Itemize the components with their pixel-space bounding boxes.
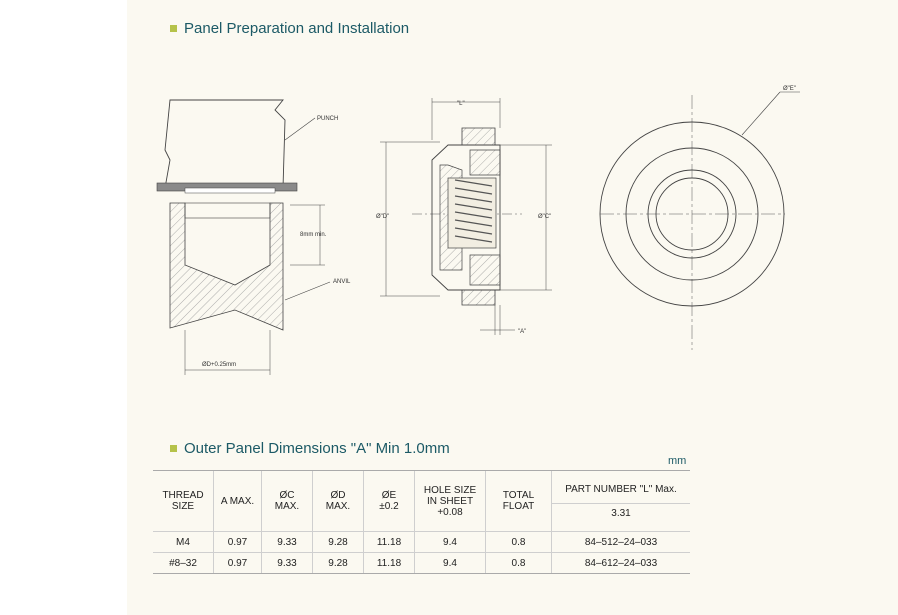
dimensions-table xyxy=(153,470,690,574)
table-header-row xyxy=(153,471,690,532)
header-e: ØE ±0.2 xyxy=(364,471,415,532)
installation-title: Panel Preparation and Installation xyxy=(184,20,410,37)
header-hole-size: HOLE SIZE IN SHEET +0.08 xyxy=(415,471,486,532)
header-c-max: ØC MAX. xyxy=(262,471,313,532)
header-total-float: TOTAL FLOAT xyxy=(486,471,552,532)
dim-l-label: "L" xyxy=(457,101,465,107)
table-row: M4 0.97 9.33 9.28 11.18 9.4 0.8 84–512–24–033 xyxy=(153,532,690,553)
table-row: #8–32 0.97 9.33 9.28 11.18 9.4 0.8 84–612–24–033 xyxy=(153,553,690,574)
dim-c-label: Ø"C" xyxy=(538,214,552,220)
unit-label: mm xyxy=(668,455,687,467)
header-thread-size: THREAD SIZE xyxy=(153,471,214,532)
header-d-max: ØD MAX. xyxy=(313,471,364,532)
outer-panel-title: Outer Panel Dimensions "A" Min 1.0mm xyxy=(184,440,450,457)
depth-label: 8mm min. xyxy=(300,232,327,238)
hole-dim-label: ØD+0.25mm xyxy=(202,362,237,368)
dim-a-label: "A" xyxy=(518,329,527,335)
section-title-outer-panel xyxy=(170,440,450,457)
dim-d-label: Ø"D" xyxy=(376,214,390,220)
punch-outline xyxy=(165,100,285,188)
header-l-value: 3.31 xyxy=(552,503,690,519)
header-a-max: A MAX. xyxy=(214,471,262,532)
dim-e-label: Ø"E" xyxy=(783,86,796,92)
punch-label: PUNCH xyxy=(317,116,339,122)
bullet-icon xyxy=(170,445,177,452)
anvil-label: ANVIL xyxy=(333,279,351,285)
anvil-section xyxy=(170,203,283,330)
header-part-number: PART NUMBER "L" Max. 3.31 xyxy=(552,471,691,532)
